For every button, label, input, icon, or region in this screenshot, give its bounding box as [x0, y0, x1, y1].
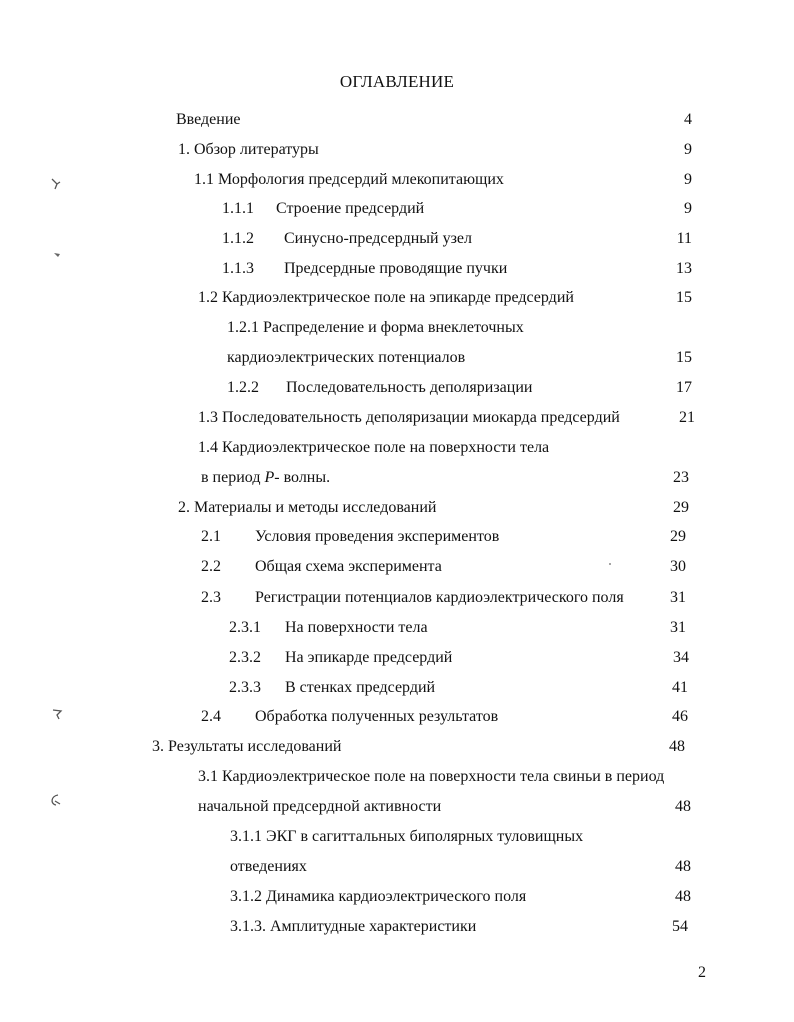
toc-entry-number: 1.1.3 — [222, 260, 254, 277]
toc-entry-text: 3.1.2 Динамика кардиоэлектрического поля — [230, 888, 527, 905]
toc-entry-number: 2.3.3 — [229, 679, 261, 696]
toc-entry-page: 31 — [670, 619, 686, 636]
toc-entry — [0, 317, 794, 339]
toc-entry-text: Синусно-предсердный узел — [284, 230, 472, 247]
toc-entry-text: Общая схема эксперимента — [255, 558, 442, 575]
toc-entry-text: Условия проведения экспериментов — [255, 528, 500, 545]
toc-entry-page: 29 — [670, 528, 686, 545]
toc-entry-text: отведениях — [230, 858, 307, 875]
toc-entry-text: На поверхности тела — [285, 619, 428, 636]
toc-entry-page: 29 — [673, 499, 689, 516]
toc-entry — [0, 647, 794, 669]
toc-entry — [0, 228, 794, 250]
toc-entry-text: 2. Материалы и методы исследований — [178, 499, 437, 516]
scan-mark — [46, 792, 64, 810]
toc-entry-number: 2.3.2 — [229, 649, 261, 666]
toc-entry-page: 23 — [673, 469, 689, 486]
toc-entry-number: 2.4 — [201, 708, 221, 725]
scan-mark — [608, 562, 612, 566]
toc-entry-page: 13 — [676, 260, 692, 277]
toc-entry-page: 9 — [684, 171, 692, 188]
toc-entry-number: 2.3.1 — [229, 619, 261, 636]
toc-entry-text: Регистрации потенциалов кардиоэлектрического поля — [255, 589, 624, 606]
toc-entry — [0, 526, 794, 548]
toc-entry-page: 41 — [672, 679, 688, 696]
page-title: ОГЛАВЛЕНИЕ — [339, 72, 455, 91]
toc-entry — [0, 706, 794, 728]
page-number: 2 — [698, 964, 706, 981]
toc-entry — [0, 886, 794, 908]
toc-entry-page: 11 — [676, 230, 692, 247]
scan-mark — [50, 706, 66, 722]
toc-entry-page: 15 — [676, 349, 692, 366]
scan-mark — [50, 248, 64, 262]
toc-entry — [0, 258, 794, 280]
toc-entry-text: в период P- волны. — [201, 469, 331, 486]
toc-entry-text: Предсердные проводящие пучки — [284, 260, 508, 277]
toc-entry — [0, 437, 794, 459]
toc-entry-page: 4 — [684, 111, 692, 128]
toc-entry — [0, 736, 794, 758]
toc-entry — [0, 826, 794, 848]
toc-entry — [0, 796, 794, 818]
toc-entry — [0, 198, 794, 220]
toc-entry-number: 1.1.2 — [222, 230, 254, 247]
toc-entry-text: 1.1 Морфология предсердий млекопитающих — [194, 171, 504, 188]
toc-entry-page: 15 — [676, 289, 692, 306]
toc-entry — [0, 347, 794, 369]
toc-entry — [0, 916, 794, 938]
toc-entry — [0, 856, 794, 878]
toc-entry — [0, 109, 794, 131]
toc-entry-page: 17 — [676, 379, 692, 396]
toc-entry-text: Последовательность деполяризации — [286, 379, 533, 396]
toc-entry-page: 48 — [669, 738, 685, 755]
toc-entry-number: 2.2 — [201, 558, 221, 575]
toc-entry-text: 1.4 Кардиоэлектрическое поле на поверхности тела — [198, 439, 550, 456]
toc-entry — [0, 377, 794, 399]
toc-entry-text: Введение — [176, 111, 241, 128]
toc-entry — [0, 617, 794, 639]
toc-entry — [0, 407, 794, 429]
toc-entry-page: 54 — [672, 918, 688, 935]
toc-entry-page: 48 — [675, 798, 691, 815]
toc-entry — [0, 556, 794, 578]
toc-entry-text: 3. Результаты исследований — [152, 738, 342, 755]
toc-entry-number: 2.1 — [201, 528, 221, 545]
toc-entry — [0, 169, 794, 191]
toc-entry-page: 48 — [675, 888, 691, 905]
toc-entry — [0, 587, 794, 609]
toc-entry-text: начальной предсердной активности — [198, 798, 442, 815]
toc-entry-page: 31 — [670, 589, 686, 606]
toc-entry — [0, 139, 794, 161]
toc-entry-page: 9 — [684, 200, 692, 217]
toc-entry-page: 21 — [679, 409, 695, 426]
toc-entry-page: 30 — [670, 558, 686, 575]
toc-entry — [0, 287, 794, 309]
toc-entry-text: В стенках предсердий — [285, 679, 436, 696]
toc-entry-page: 9 — [684, 141, 692, 158]
toc-entry-text: 1.3 Последовательность деполяризации миокарда предсердий — [198, 409, 620, 426]
toc-entry-text: 3.1.3. Амплитудные характеристики — [230, 918, 477, 935]
toc-entry-text: 1.2 Кардиоэлектрическое поле на эпикарде предсердий — [198, 289, 574, 306]
toc-entry-text: 1.2.1 Распределение и форма внеклеточных — [227, 319, 524, 336]
toc-entry — [0, 677, 794, 699]
toc-entry-number: 1.2.2 — [227, 379, 259, 396]
toc-entry-text: кардиоэлектрических потенциалов — [227, 349, 466, 366]
toc-entry-number: 1.1.1 — [222, 200, 254, 217]
toc-entry — [0, 766, 794, 788]
toc-entry-text: 1. Обзор литературы — [178, 141, 319, 158]
toc-entry-text: 3.1 Кардиоэлектрическое поле на поверхности тела свиньи в период — [198, 768, 665, 785]
toc-entry — [0, 467, 794, 489]
toc-entry-number: 2.3 — [201, 589, 221, 606]
toc-entry-text: Обработка полученных результатов — [255, 708, 499, 725]
toc-entry-page: 34 — [673, 649, 689, 666]
toc-entry-page: 48 — [675, 858, 691, 875]
toc-entry-text: На эпикарде предсердий — [285, 649, 453, 666]
toc-entry-text: 3.1.1 ЭКГ в сагиттальных биполярных туловищных — [230, 828, 584, 845]
toc-entry — [0, 497, 794, 519]
toc-entry-text: Строение предсердий — [276, 200, 425, 217]
toc-entry-page: 46 — [672, 708, 688, 725]
scan-mark — [48, 176, 64, 192]
